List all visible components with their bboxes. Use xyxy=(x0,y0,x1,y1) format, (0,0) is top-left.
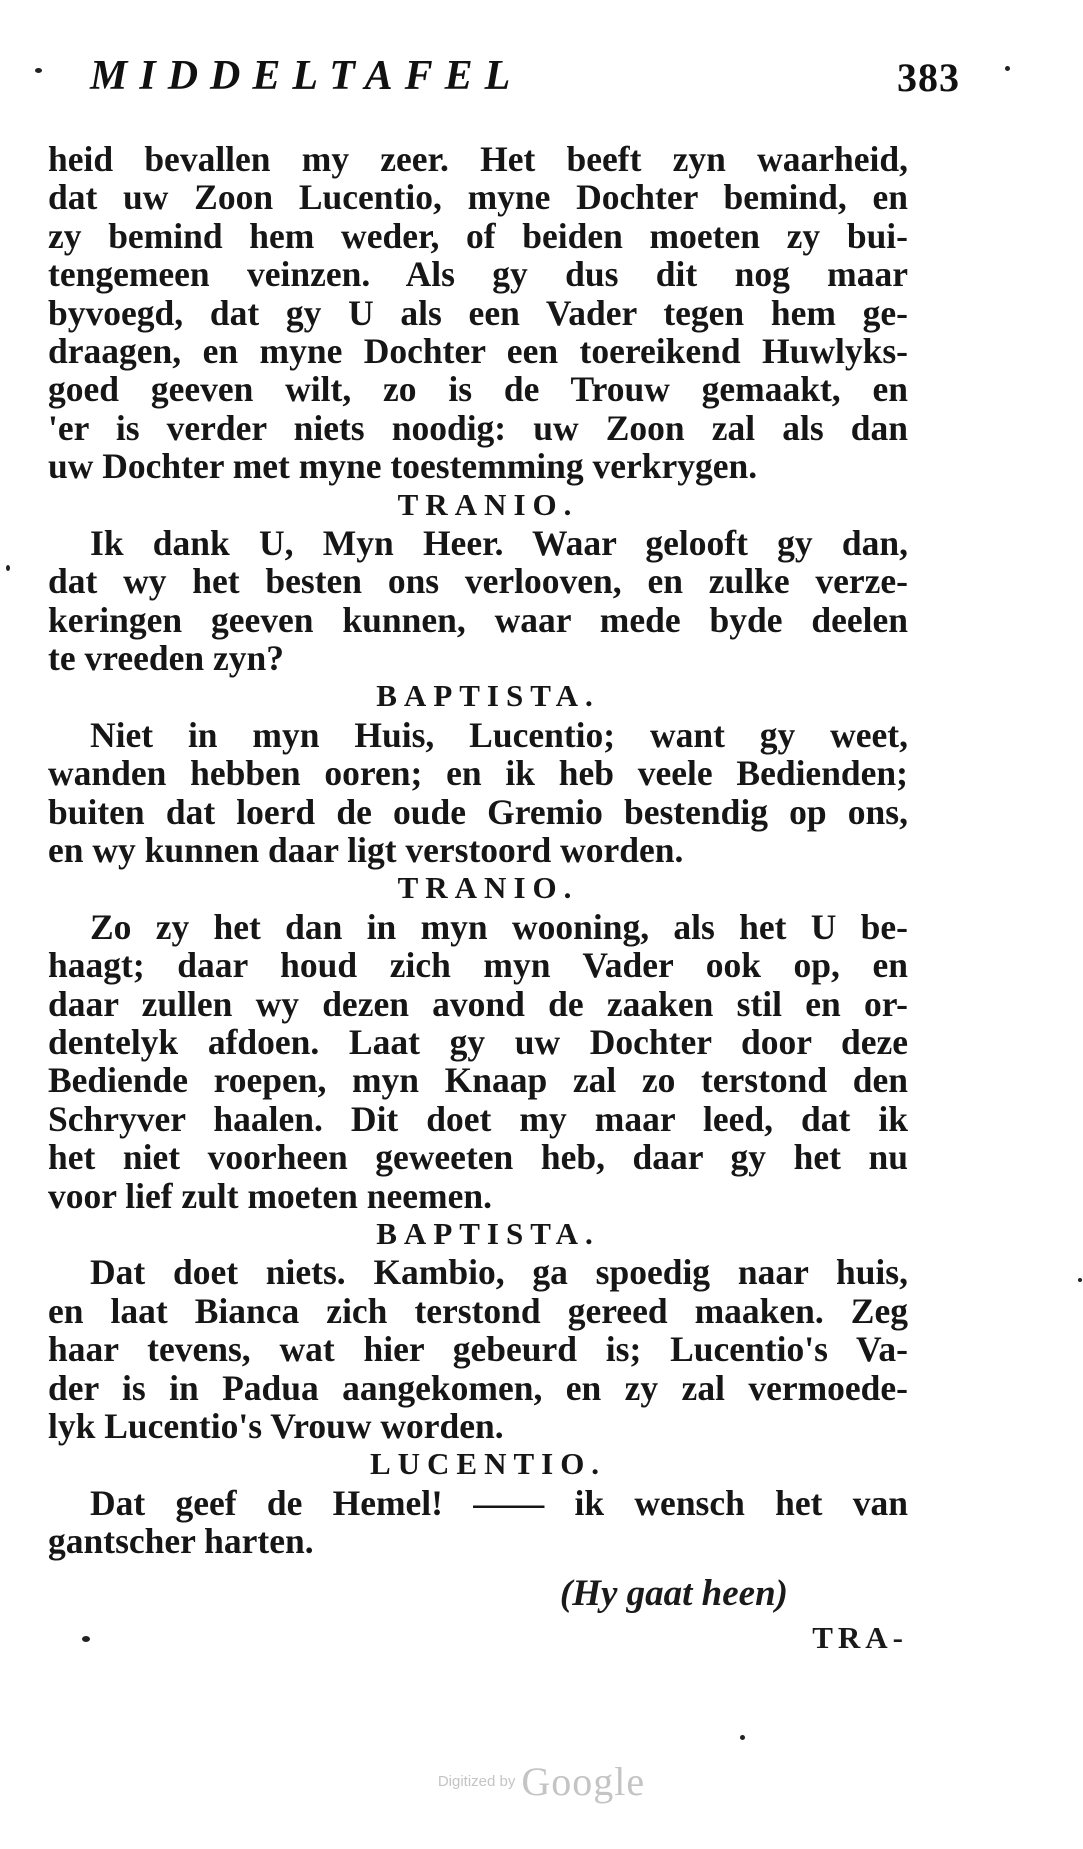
text-line: heid bevallen my zeer. Het beeft zyn waarheid, xyxy=(48,139,908,179)
body-text xyxy=(48,140,908,1658)
text-line: 'er is verder niets noodig: uw Zoon zal als dan xyxy=(48,407,908,448)
ink-speck xyxy=(82,1636,90,1642)
text-line: het niet voorheen geweeten heb, daar gy het nu xyxy=(48,1137,908,1178)
ink-speck xyxy=(740,1735,745,1740)
running-head-title: MIDDELTAFEL xyxy=(90,53,523,99)
text-line: lyk Lucentio's Vrouw worden. xyxy=(48,1405,504,1446)
text-line: Schryver haalen. Dit doet my maar leed, dat ik xyxy=(48,1098,908,1139)
text-line: en laat Bianca zich terstond gereed maaken. Zeg xyxy=(48,1290,908,1331)
page-number: 383 xyxy=(897,55,960,100)
speaker-name: LUCENTIO. xyxy=(369,1446,607,1482)
text-line: Ik dank U, Myn Heer. Waar gelooft gy dan, xyxy=(90,522,908,563)
text-line: byvoegd, dat gy U als een Vader tegen hem ge- xyxy=(48,292,908,333)
digitization-watermark xyxy=(0,1758,1083,1805)
ink-speck xyxy=(1078,1278,1082,1282)
text-line: uw Dochter met myne toestemming verkrygen. xyxy=(48,446,758,487)
text-line: te vreeden zyn? xyxy=(48,638,284,679)
speaker-name: TRANIO. xyxy=(397,870,579,906)
speaker-name: BAPTISTA. xyxy=(376,678,600,714)
text-line: haar tevens, wat hier gebeurd is; Lucentio's Va- xyxy=(48,1329,908,1370)
text-line: Bediende roepen, myn Knaap zal zo terstond den xyxy=(48,1060,908,1101)
text-line: Zo zy het dan in myn wooning, als het U be- xyxy=(90,906,908,947)
watermark-prefix: Digitized by xyxy=(437,1773,516,1790)
text-line: buiten dat loerd de oude Gremio bestendig op ons, xyxy=(48,791,908,832)
text-line: goed geeven wilt, zo is de Trouw gemaakt, en xyxy=(48,369,908,410)
text-line: draagen, en myne Dochter een toereikend Huwlyks- xyxy=(48,330,908,371)
text-line: dat uw Zoon Lucentio, myne Dochter bemind, en xyxy=(48,177,908,218)
ink-speck xyxy=(6,565,10,571)
catchword: TRA- xyxy=(812,1620,908,1656)
text-line: voor lief zult moeten neemen. xyxy=(48,1175,492,1216)
text-line: dat wy het besten ons verlooven, en zulke verze- xyxy=(48,561,908,602)
text-line: Dat doet niets. Kambio, ga spoedig naar huis, xyxy=(90,1252,908,1293)
text-line: haagt; daar houd zich myn Vader ook op, en xyxy=(48,945,908,986)
text-line: daar zullen wy dezen avond de zaaken stil en or- xyxy=(48,983,908,1024)
text-line: zy bemind hem weder, of beiden moeten zy bui- xyxy=(48,215,908,256)
text-line: gantscher harten. xyxy=(48,1521,314,1562)
ink-speck xyxy=(1005,66,1010,71)
speaker-name: TRANIO. xyxy=(397,486,579,522)
watermark-brand: Google xyxy=(521,1759,646,1804)
text-line: dentelyk afdoen. Laat gy uw Dochter door deze xyxy=(48,1021,908,1062)
text-line: Dat geef de Hemel! —— ik wensch het van xyxy=(90,1482,908,1523)
text-line: tengemeen veinzen. Als gy dus dit nog maar xyxy=(48,254,908,295)
text-line: Niet in myn Huis, Lucentio; want gy weet, xyxy=(90,714,908,755)
stage-direction: (Hy gaat heen) xyxy=(559,1573,788,1615)
running-head xyxy=(40,52,1040,112)
ink-speck xyxy=(35,68,42,73)
text-line: der is in Padua aangekomen, en zy zal vermoede- xyxy=(48,1367,908,1408)
text-line: en wy kunnen daar ligt verstoord worden. xyxy=(48,830,684,871)
speaker-name: BAPTISTA. xyxy=(376,1215,600,1251)
text-line: wanden hebben ooren; en ik heb veele Bedienden; xyxy=(48,753,908,794)
text-line: keringen geeven kunnen, waar mede byde deelen xyxy=(48,599,908,640)
